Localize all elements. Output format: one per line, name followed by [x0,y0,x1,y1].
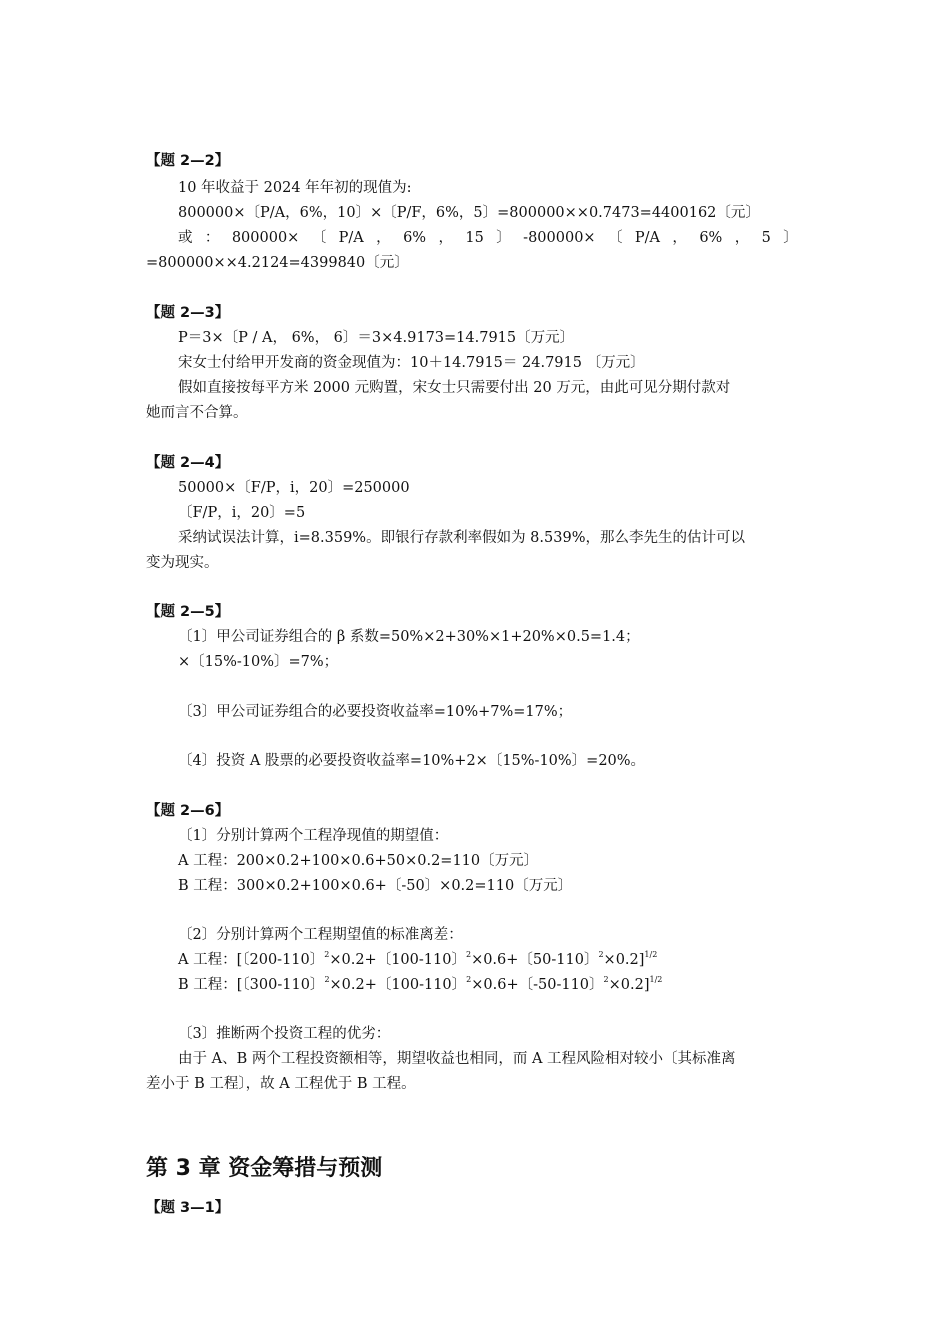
text-token: 〕 [496,230,511,246]
formula-line-a [178,950,657,970]
superscript: 2 [324,975,330,984]
superscript: 1/2 [644,950,658,959]
superscript: 2 [598,950,604,959]
text-token: 〕 [783,230,798,246]
text-token: P/A [634,230,661,246]
section-heading-2-3: 【题 2—3】 [146,305,230,321]
text-line: 〔4〕投资 A 股票的必要投资收益率=10%+2×〔15%-10%〕=20%。 [178,753,646,769]
text-line: 10 年收益于 2024 年年初的现值为: [178,180,412,196]
text-line: B 工程：300×0.2+100×0.6+〔-50〕×0.2=110〔万元〕 [178,878,573,894]
formula-line-b [178,975,662,995]
text-token: ： [204,230,220,246]
text-line: 〔3〕推断两个投资工程的优劣： [178,1026,391,1042]
text-token: 15 [465,230,484,246]
text-token: ， [734,230,750,246]
text-line: 宋女士付给甲开发商的资金现值为：10＋14.7915＝ 24.7915 〔万元〕 [178,355,645,371]
section-heading-2-2: 【题 2—2】 [146,153,230,169]
section-heading-2-6: 【题 2—6】 [146,803,230,819]
text-line: 50000×〔F/P，i，20〕=250000 [178,480,410,496]
formula-text: ×0.2+〔100-110〕 [329,952,466,968]
text-token: 5 [761,230,771,246]
formula-text: ×0.6+〔50-110〕 [471,952,599,968]
superscript: 2 [324,950,330,959]
text-line: 〔F/P，i，20〕=5 [178,505,306,521]
superscript: 2 [465,950,472,959]
formula-text: A 工程：[〔200-110〕 [178,952,325,968]
text-line: 800000×〔P/A，6%，10〕×〔P/F，6%，5〕=800000××0.7473=4400162〔元〕 [178,205,760,221]
formula-text: ×0.2] [603,952,645,968]
text-line: 〔1〕分别计算两个工程净现值的期望值： [178,828,449,844]
text-token: 〔 [311,230,327,246]
text-token: ， [438,230,453,246]
text-token: 或 [178,230,193,246]
section-heading-2-5: 【题 2—5】 [146,604,230,620]
text-line: 变为现实。 [146,555,219,571]
text-line: 她而言不合算。 [146,405,248,421]
section-heading-3-1: 【题 3—1】 [146,1200,230,1216]
text-line: 采纳试误法计算，i=8.359%。即银行存款利率假如为 8.539%，那么李先生的估计可以 [178,530,745,546]
section-heading-2-4: 【题 2—4】 [146,455,230,471]
text-token: P/A [338,230,364,246]
text-line: 〔2〕分别计算两个工程期望值的标准离差： [178,927,463,943]
text-line: 〔1〕甲公司证券组合的 β 系数=50%×2+30%×1+20%×0.5=1.4； [178,629,640,645]
superscript: 1/2 [649,975,663,984]
text-line: 〔3〕甲公司证券组合的必要投资收益率=10%+7%=17%； [178,704,573,720]
text-token: ， [672,230,687,246]
text-line: A 工程：200×0.2+100×0.6+50×0.2=110〔万元〕 [178,853,539,869]
text-token: 6% [699,230,723,246]
formula-text: ×0.6+〔-50-110〕 [471,977,604,993]
text-line: P＝3×〔P / A， 6%， 6〕＝3×4.9173=14.7915〔万元〕 [178,330,575,346]
text-line: 假如直接按每平方米 2000 元购置，宋女士只需要付出 20 万元，由此可见分期付款对 [178,380,731,396]
text-line: 差小于 B 工程〕，故 A 工程优于 B 工程。 [146,1076,416,1092]
formula-text: ×0.2] [608,977,650,993]
text-line: =800000××4.2124=4399840〔元〕 [146,255,409,271]
text-token: 〔 [607,230,623,246]
text-token: -800000× [523,230,596,246]
text-token: 800000× [231,230,300,246]
superscript: 2 [603,975,609,984]
chapter-title: 第 3 章 资金筹措与预测 [146,1156,383,1181]
formula-text: ×0.2+〔100-110〕 [329,977,467,993]
text-token: ， [376,230,391,246]
formula-text: B 工程：[〔300-110〕 [178,977,325,993]
text-line: 由于 A、B 两个工程投资额相等，期望收益也相同，而 A 工程风险相对较小〔其标准离 [178,1051,736,1067]
text-token: 6% [403,230,427,246]
superscript: 2 [466,975,472,984]
justified-line [178,228,798,248]
text-line: ×〔15%-10%〕=7%； [178,654,339,670]
